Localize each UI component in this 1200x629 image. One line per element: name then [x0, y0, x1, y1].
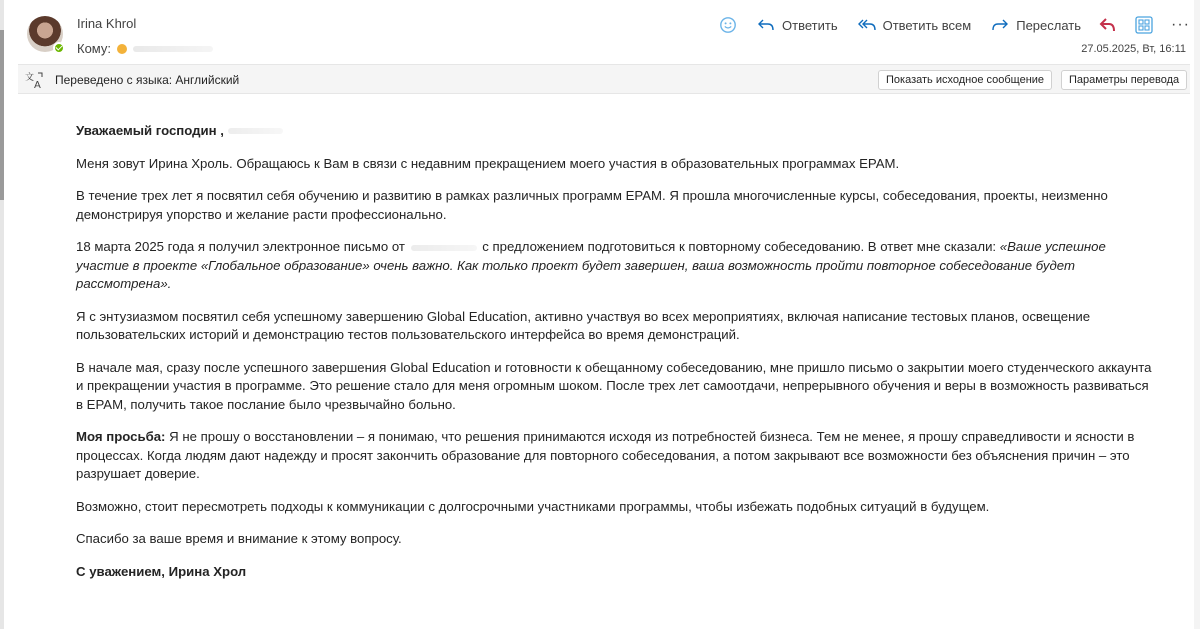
message-body — [76, 122, 1156, 595]
svg-text:A: A — [34, 80, 41, 89]
presence-available-icon — [53, 42, 65, 54]
message-actions — [701, 14, 1190, 36]
quote: «Ваше успешное участие в проекте «Глобальное образование» очень важно. Как только проект будет завершен, ваша возможность пройти повторное собеседование будет рассмотрена». — [76, 239, 1106, 291]
paragraph: Возможно, стоит пересмотреть подходы к коммуникации с долгосрочными участниками программы, чтобы избежать подобных ситуаций в будущем. — [76, 498, 990, 514]
window-edge-scrollbar[interactable] — [0, 0, 4, 629]
greeting — [76, 122, 1156, 141]
forward-label: Переслать — [1016, 17, 1082, 33]
show-original-button[interactable]: Показать исходное сообщение — [878, 70, 1052, 90]
forward-icon — [991, 18, 1009, 32]
more-icon[interactable]: ··· — [1171, 16, 1190, 33]
paragraph: Меня зовут Ирина Хроль. Обращаюсь к Вам в связи с недавним прекращением моего участия в образовательных программах EPAM. — [76, 155, 900, 171]
translate-icon — [25, 71, 45, 94]
svg-text:文: 文 — [25, 73, 35, 83]
message-header — [22, 8, 1190, 64]
paragraph: Я с энтузиазмом посвятил себя успешному завершению Global Education, активно участвуя во всех мероприятиях, включая написание тестовых планов, освещение пользовательских историй и демонстрацию тестов пользовательского интерфейса во время демонстраций. — [76, 308, 1091, 342]
apps-icon[interactable] — [1135, 16, 1153, 34]
translation-settings-button[interactable]: Параметры перевода — [1061, 70, 1187, 90]
signature: С уважением, Ирина Хрол — [76, 563, 247, 579]
translation-info: Переведено с языка: Английский — [55, 73, 240, 87]
reply-label: Ответить — [782, 17, 838, 33]
greeting-text: Уважаемый господин , — [76, 123, 224, 138]
to-label: Кому: — [77, 41, 111, 56]
emoji-icon[interactable] — [719, 16, 737, 34]
like-icon[interactable] — [1099, 17, 1117, 33]
message-datetime: 27.05.2025, Вт, 16:11 — [1081, 43, 1186, 55]
paragraph: Спасибо за ваше время и внимание к этому вопросу. — [76, 531, 402, 546]
paragraph — [76, 428, 1156, 484]
scrollbar-thumb[interactable] — [0, 30, 4, 200]
forward-button[interactable] — [991, 18, 1081, 33]
reply-icon — [757, 18, 775, 32]
request-label: Моя просьба: — [76, 429, 166, 444]
recipient-presence-icon — [117, 44, 127, 54]
recipients-row — [77, 41, 213, 56]
reply-button[interactable] — [757, 18, 838, 33]
paragraph: В начале мая, сразу после успешного завершения Global Education и готовности к обещанному собеседованию, мне пришло письмо о закрытии моего студенческого аккаунта и прекращении участия в программе. Это решение стало для меня огромным шоком. После трех лет самоотдачи, непрерывного обучения и веры в возможность развиваться в EPAM, получить такое послание было чрезвычайно больно. — [76, 359, 1152, 412]
paragraph-text: Я не прошу о восстановлении – я понимаю, что решения принимаются исходя из потребностей бизнеса. Тем не менее, я прошу справедливости и ясности в процессах. Когда людям дают надежду и просят закончить образование для повторного собеседования, а потом закрывают все возможности без объяснения причин – это разрушает доверие. — [76, 429, 1135, 481]
reply-all-button[interactable] — [858, 18, 972, 33]
paragraph-text: 18 марта 2025 года я получил электронное письмо от — [76, 239, 405, 254]
paragraph: В течение трех лет я посвятил себя обучению и развитию в рамках различных программ EPAM. Я прошла многочисленные курсы, собеседования, проекты, неизменно демонстрируя упорство и желание расти профессионально. — [76, 188, 1108, 222]
reply-all-label: Ответить всем — [882, 17, 972, 33]
paragraph-text: с предложением подготовиться к повторному собеседованию. В ответ мне сказали: — [482, 239, 997, 254]
translation-bar — [18, 64, 1190, 94]
greeting-redacted — [228, 128, 283, 134]
right-edge — [1194, 0, 1200, 629]
redacted-name — [411, 245, 477, 251]
reply-all-icon — [858, 18, 876, 32]
sender-name[interactable]: Irina Khrol — [77, 16, 137, 31]
paragraph — [76, 238, 1156, 294]
recipient-redacted[interactable] — [133, 46, 213, 52]
